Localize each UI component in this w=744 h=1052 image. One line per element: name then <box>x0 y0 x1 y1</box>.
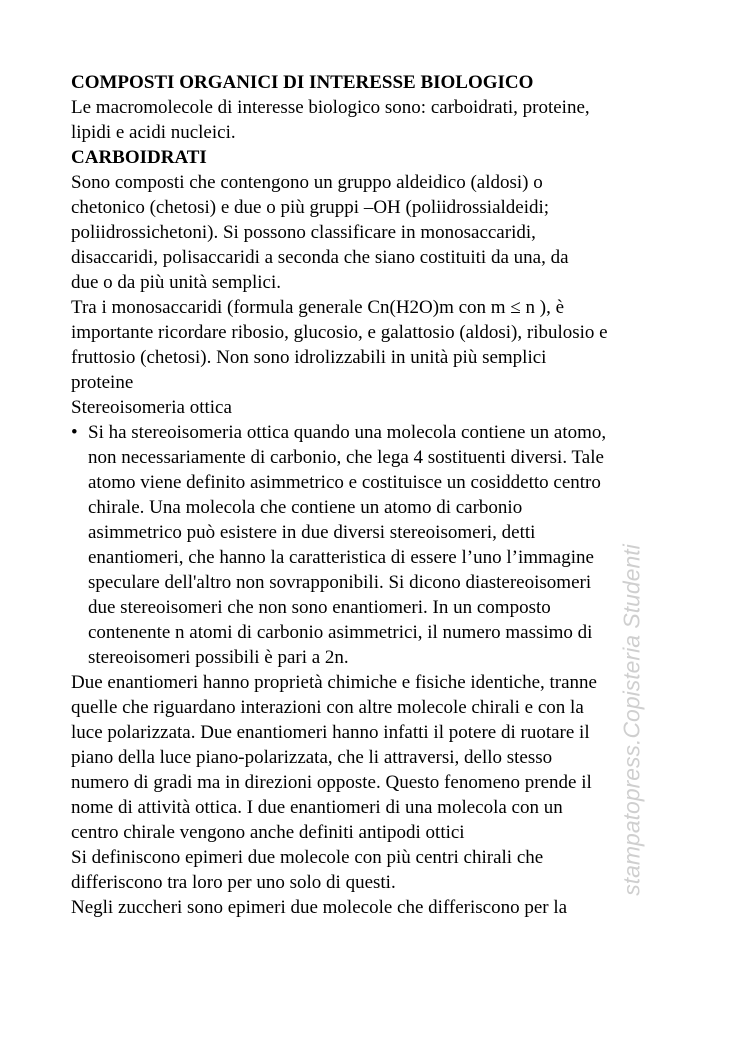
paragraph-line: Si definiscono epimeri due molecole con più centri chirali che <box>71 847 544 868</box>
paragraph-line: Sono composti che contengono un gruppo aldeidico (aldosi) o <box>71 172 543 193</box>
intro-line: Le macromolecole di interesse biologico sono: carboidrati, proteine, <box>71 97 590 118</box>
section-heading: CARBOIDRATI <box>71 147 207 168</box>
bullet-line: atomo viene definito asimmetrico e costituisce un cosiddetto centro <box>88 472 601 493</box>
bullet-line: stereoisomeri possibili è pari a 2n. <box>88 647 349 668</box>
paragraph-line: proteine <box>71 372 134 393</box>
paragraph-line: differiscono tra loro per uno solo di questi. <box>71 872 396 893</box>
bullet-line: non necessariamente di carbonio, che lega 4 sostituenti diversi. Tale <box>88 447 604 468</box>
bullet-line: due stereoisomeri che non sono enantiomeri. In un composto <box>88 597 551 618</box>
watermark-text: stampatopress.Copisteria Studenti <box>618 544 645 896</box>
intro-line: lipidi e acidi nucleici. <box>71 122 236 143</box>
paragraph-line: due o da più unità semplici. <box>71 272 282 293</box>
document-title: COMPOSTI ORGANICI DI INTERESSE BIOLOGICO <box>71 72 534 93</box>
paragraph-line: numero di gradi ma in direzioni opposte. Questo fenomeno prende il <box>71 772 592 793</box>
bullet-line: speculare dell'altro non sovrapponibili. Si dicono diastereoisomeri <box>88 572 592 593</box>
bullet-line: chirale. Una molecola che contiene un atomo di carbonio <box>88 497 523 518</box>
bullet-line: enantiomeri, che hanno la caratteristica di essere l’uno l’immagine <box>88 547 594 568</box>
paragraph-line: Due enantiomeri hanno proprietà chimiche e fisiche identiche, tranne <box>71 672 597 693</box>
subheading: Stereoisomeria ottica <box>71 397 232 418</box>
paragraph-line: fruttosio (chetosi). Non sono idrolizzabili in unità più semplici <box>71 347 547 368</box>
paragraph-line: centro chirale vengono anche definiti antipodi ottici <box>71 822 465 843</box>
bullet-line: asimmetrico può esistere in due diversi stereoisomeri, detti <box>88 522 536 543</box>
paragraph-line: luce polarizzata. Due enantiomeri hanno infatti il potere di ruotare il <box>71 722 590 743</box>
paragraph-line: Negli zuccheri sono epimeri due molecole che differiscono per la <box>71 897 568 918</box>
paragraph-line: quelle che riguardano interazioni con altre molecole chirali e con la <box>71 697 584 718</box>
paragraph-line: piano della luce piano-polarizzata, che li attraversi, dello stesso <box>71 747 553 768</box>
bullet-line: Si ha stereoisomeria ottica quando una molecola contiene un atomo, <box>88 422 607 443</box>
paragraph-line: importante ricordare ribosio, glucosio, e galattosio (aldosi), ribulosio e <box>71 322 608 343</box>
paragraph-line: poliidrossichetoni). Si possono classificare in monosaccaridi, <box>71 222 536 243</box>
paragraph-line: nome di attività ottica. I due enantiomeri di una molecola con un <box>71 797 563 818</box>
paragraph-line: chetonico (chetosi) e due o più gruppi –OH (poliidrossialdeidi; <box>71 197 550 218</box>
bullet-icon: • <box>71 422 78 443</box>
paragraph-line: Tra i monosaccaridi (formula generale Cn(H2O)m con m ≤ n ), è <box>71 297 565 318</box>
paragraph-line: disaccaridi, polisaccaridi a seconda che siano costituiti da una, da <box>71 247 569 268</box>
bullet-line: contenente n atomi di carbonio asimmetrici, il numero massimo di <box>88 622 593 643</box>
